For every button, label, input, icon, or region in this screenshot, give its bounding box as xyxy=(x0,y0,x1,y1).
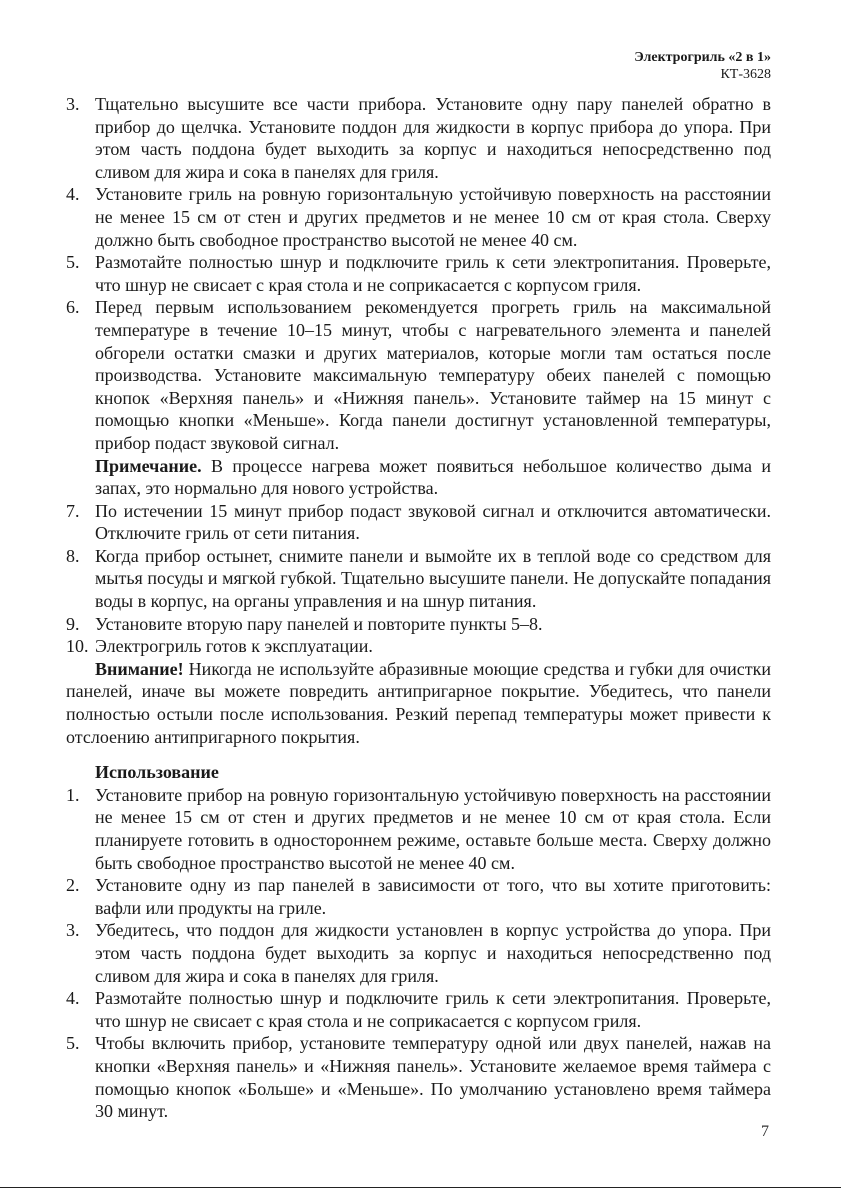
item-number: 4. xyxy=(66,184,80,205)
bottom-rule xyxy=(0,1187,841,1188)
item-text: Размотайте полностью шнур и подключите гриль к сети электропитания. Проверьте, что шнур не свисает с края стола и не соприкасается с корпусом гриля. xyxy=(95,988,771,1031)
item-number: 5. xyxy=(66,1033,80,1054)
item-text: Установите вторую пару панелей и повторите пункты 5–8. xyxy=(95,613,543,634)
item-number: 4. xyxy=(66,988,80,1009)
item-text: Перед первым использованием рекомендуется прогреть гриль на максимальной температуре в течение 10–15 минут, чтобы с нагревательного элемента и панелей обгорели остатки смазки и других материалов, которые могли там остаться после производства. Установите максимальную температуру обеих панелей с помощью кнопок «Верхняя панель» и «Нижняя панель». Установите таймер на 15 минут с помощью кнопки «Меньше». Когда панели достигнут установленной температуры, прибор подаст звуковой сигнал. xyxy=(95,297,771,453)
warning-text: Никогда не используйте абразивные моющие средства и губки для очистки панелей, иначе вы можете повредить антипригарное покрытие. Убедитесь, что панели полностью остыли после использования. Резкий перепад температуры может привести к отслоению антипригарного покрытия. xyxy=(66,658,771,747)
item-text: Установите гриль на ровную горизонтальную устойчивую поверхность на расстоянии не менее 15 см от стен и других предметов и не менее 10 см от края стола. Сверху должно быть свободное пространство высотой не менее 40 см. xyxy=(95,184,771,250)
note-paragraph xyxy=(66,455,771,500)
item-text: Размотайте полностью шнур и подключите гриль к сети электропитания. Проверьте, что шнур не свисает с края стола и не соприкасается с корпусом гриля. xyxy=(95,252,771,295)
header-title: Электрогриль «2 в 1» xyxy=(634,50,771,65)
item-number: 3. xyxy=(66,920,80,941)
item-number: 8. xyxy=(66,545,80,566)
item-number: 9. xyxy=(66,613,80,634)
item-text: Установите прибор на ровную горизонтальную устойчивую поверхность на расстоянии не менее 15 см от стен и других предметов и не менее 10 см от края стола. Если планируете готовить в одностороннем режиме, оставьте больше места. Сверху должно быть свободное пространство высотой не менее 40 см. xyxy=(95,784,771,873)
list-item xyxy=(66,183,771,251)
list-item xyxy=(66,874,771,919)
list-item xyxy=(66,296,771,454)
section-heading: Использование xyxy=(95,762,219,783)
item-text: Установите одну из пар панелей в зависимости от того, что вы хотите приготовить: вафли или продукты на гриле. xyxy=(95,875,771,918)
list-item xyxy=(66,919,771,987)
page-header xyxy=(634,49,771,83)
list-item xyxy=(66,613,771,636)
list-item xyxy=(66,784,771,874)
item-text: Чтобы включить прибор, установите температуру одной или двух панелей, нажав на кнопки «Верхняя панель» и «Нижняя панель». Установите желаемое время таймера с помощью кнопок «Больше» и «Меньше». По умолчанию установлено время таймера 30 минут. xyxy=(95,1033,771,1122)
warning-label: Внимание! xyxy=(95,658,184,679)
warning-paragraph xyxy=(66,658,771,748)
page-content xyxy=(66,93,771,1123)
section-gap xyxy=(66,748,771,761)
item-text: Тщательно высушите все части прибора. Установите одну пару панелей обратно в прибор до щелчка. Установите поддон для жидкости в корпус прибора до упора. При этом часть поддона будет выходить за корпус и находиться непосредственно под сливом для жира и сока в панелях для гриля. xyxy=(95,94,771,182)
list-item xyxy=(66,545,771,613)
note-label: Примечание. xyxy=(95,455,202,476)
note-text: В процессе нагрева может появиться небольшое количество дыма и запах, это нормально для нового устройства. xyxy=(95,455,771,499)
item-number: 3. xyxy=(66,94,80,114)
item-text: По истечении 15 минут прибор подаст звуковой сигнал и отключится автоматически. Отключите гриль от сети питания. xyxy=(95,500,771,544)
item-number: 7. xyxy=(66,500,80,521)
list-item xyxy=(66,635,771,658)
item-text: Электрогриль готов к эксплуатации. xyxy=(95,636,373,657)
item-number: 2. xyxy=(66,875,80,896)
list-item xyxy=(66,987,771,1032)
item-number: 5. xyxy=(66,252,80,273)
item-number: 10. xyxy=(66,636,89,657)
list-item xyxy=(66,93,771,183)
item-number: 6. xyxy=(66,297,80,318)
header-model: КТ-3628 xyxy=(720,67,771,82)
item-number: 1. xyxy=(66,784,80,805)
list-item xyxy=(66,500,771,545)
item-text: Когда прибор остынет, снимите панели и вымойте их в теплой воде со средством для мытья посуды и мягкой губкой. Тщательно высушите панели. Не допускайте попадания воды в корпус, на органы управления и на шнур питания. xyxy=(95,545,771,612)
item-text: Убедитесь, что поддон для жидкости установлен в корпус устройства до упора. При этом часть поддона будет выходить за корпус и находиться непосредственно под сливом для жира и сока в панелях для гриля. xyxy=(95,920,771,986)
list-item xyxy=(66,1032,771,1122)
page-number: 7 xyxy=(761,1123,769,1140)
list-item xyxy=(66,251,771,296)
